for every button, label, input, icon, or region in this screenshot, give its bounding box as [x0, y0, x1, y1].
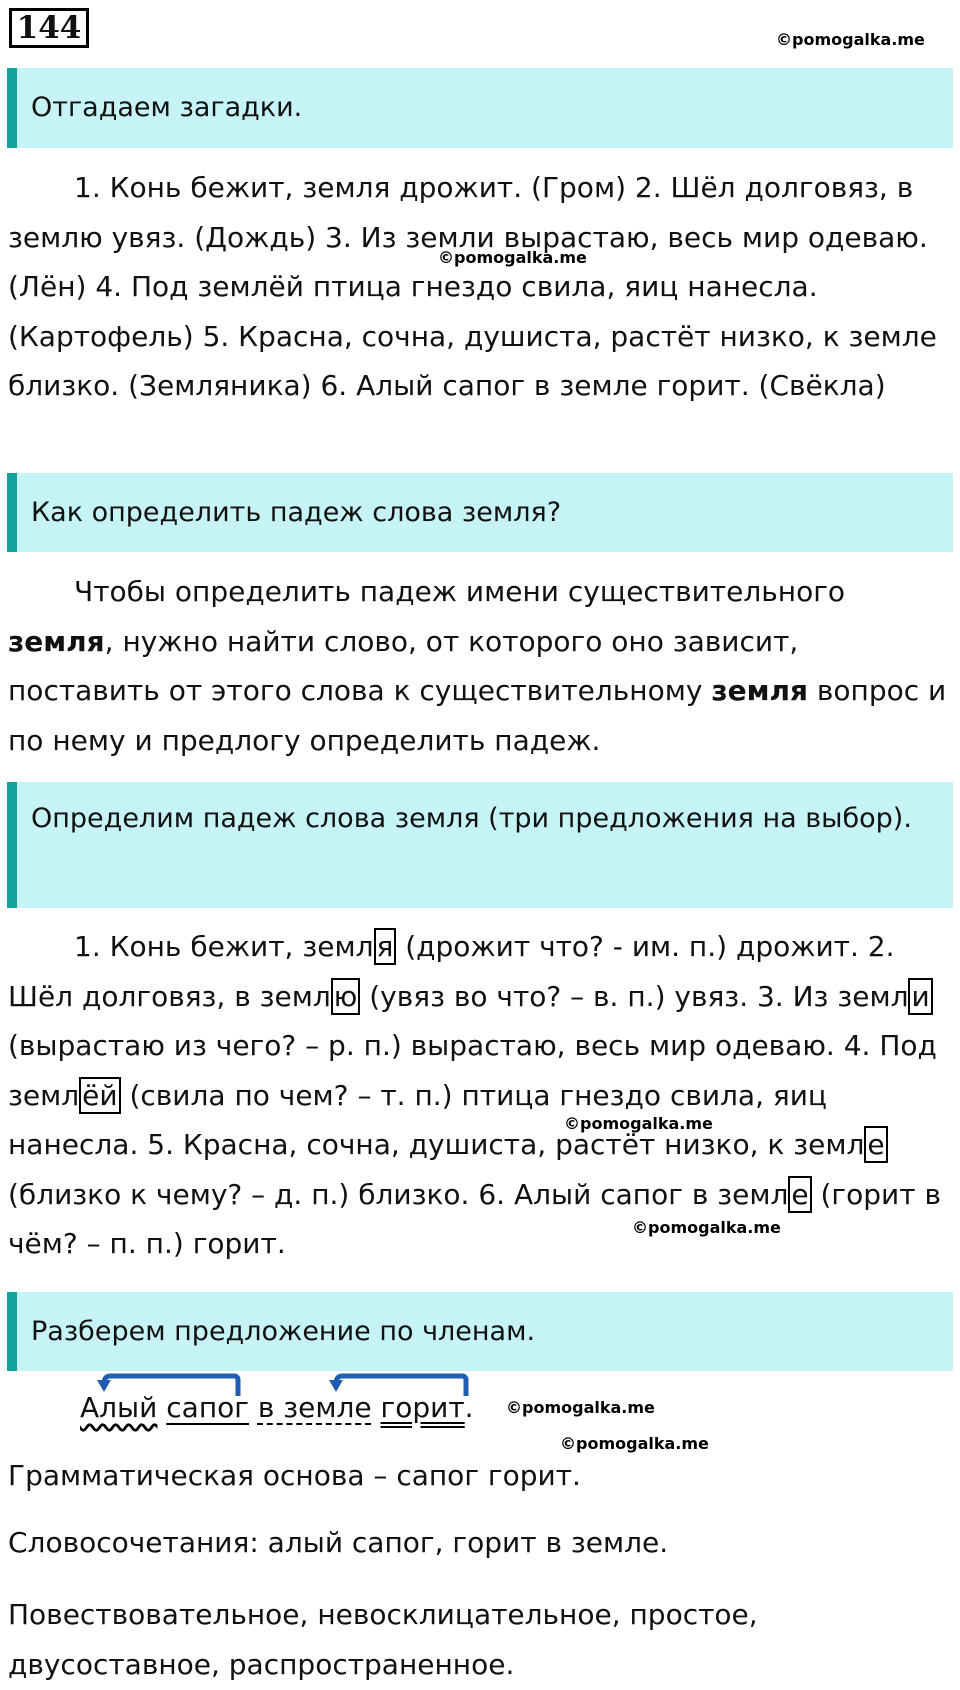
word-predicate: горит	[380, 1391, 465, 1424]
ending-box: я	[374, 928, 397, 965]
case-analysis-text: (свила по чем? – т. п.) птица гнездо свила, яиц нанесла. 5. Красна, сочна, душиста, растёт низко, к земл	[8, 1078, 865, 1161]
case-explanation-part1: Чтобы определить падеж имени существительного	[74, 575, 846, 608]
case-explanation-bold2: земля	[711, 674, 808, 707]
watermark: ©pomogalka.me	[776, 30, 925, 49]
case-explanation	[8, 567, 952, 765]
ending-box: ю	[331, 978, 361, 1015]
parse-heading: Разберем предложение по членам.	[7, 1292, 953, 1371]
grammar-basis: Грамматическая основа – сапог горит.	[8, 1459, 581, 1492]
case-explanation-part2: , нужно найти слово, от которого оно зависит, поставить от этого слова к существительному	[8, 624, 799, 707]
define-case-heading: Определим падеж слова земля (три предложения на выбор).	[7, 782, 953, 908]
word-adverbial: в земле	[257, 1391, 372, 1424]
case-question-heading: Как определить падеж слова земля?	[7, 473, 953, 552]
sentence-end: .	[464, 1391, 474, 1424]
case-explanation-part3: вопрос и по нему и предлогу определить падеж.	[8, 674, 947, 757]
case-analysis-text: (дрожит что? - им. п.) дрожит. 2. Шёл долговяз, в земл	[8, 930, 895, 1013]
watermark: ©pomogalka.me	[438, 248, 587, 267]
watermark: ©pomogalka.me	[632, 1218, 781, 1237]
ending-box: е	[864, 1126, 887, 1163]
ending-box: ёй	[79, 1077, 120, 1114]
case-analysis-text: (близко к чему? – д. п.) близко. 6. Алый сапог в земл	[8, 1177, 789, 1211]
characteristics: Повествовательное, невосклицательное, простое, двусоставное, распространенное.	[8, 1598, 758, 1681]
task-number: 144	[9, 8, 89, 48]
case-analysis	[8, 922, 952, 1269]
case-analysis-text: (горит в чём? – п. п.) горит.	[8, 1177, 941, 1260]
riddles-heading: Отгадаем загадки.	[7, 68, 953, 148]
watermark: ©pomogalka.me	[564, 1114, 713, 1133]
word-attribute: Алый	[80, 1391, 158, 1424]
ending-box: и	[908, 978, 932, 1015]
case-analysis-text: (вырастаю из чего? – р. п.) вырастаю, весь мир одеваю. 4. Под земл	[8, 1029, 937, 1112]
watermark: ©pomogalka.me	[506, 1398, 655, 1417]
case-analysis-text: (увяз во что? – в. п.) увяз. 3. Из земл	[360, 979, 909, 1013]
riddles-text-content: 1. Конь бежит, земля дрожит. (Гром) 2. Шёл долговяз, в землю увяз. (Дождь) 3. Из земли вырастаю, весь мир одеваю. (Лён) 4. Под землёй птица гнездо свила, яиц нанесла. (Картофель) 5. Красна, сочна, душиста, растёт низко, к земле близко. (Земляника) 6. Алый сапог в земле горит. (Свёкла)	[8, 171, 937, 402]
word-subject: сапог	[166, 1391, 249, 1424]
parsed-sentence	[80, 1388, 474, 1428]
phrases: Словосочетания: алый сапог, горит в земле.	[8, 1526, 669, 1559]
watermark: ©pomogalka.me	[560, 1434, 709, 1453]
ending-box: е	[788, 1176, 811, 1213]
case-explanation-bold1: земля	[8, 624, 105, 658]
riddles-text	[8, 163, 952, 411]
case-analysis-text: 1. Конь бежит, земл	[74, 930, 374, 963]
